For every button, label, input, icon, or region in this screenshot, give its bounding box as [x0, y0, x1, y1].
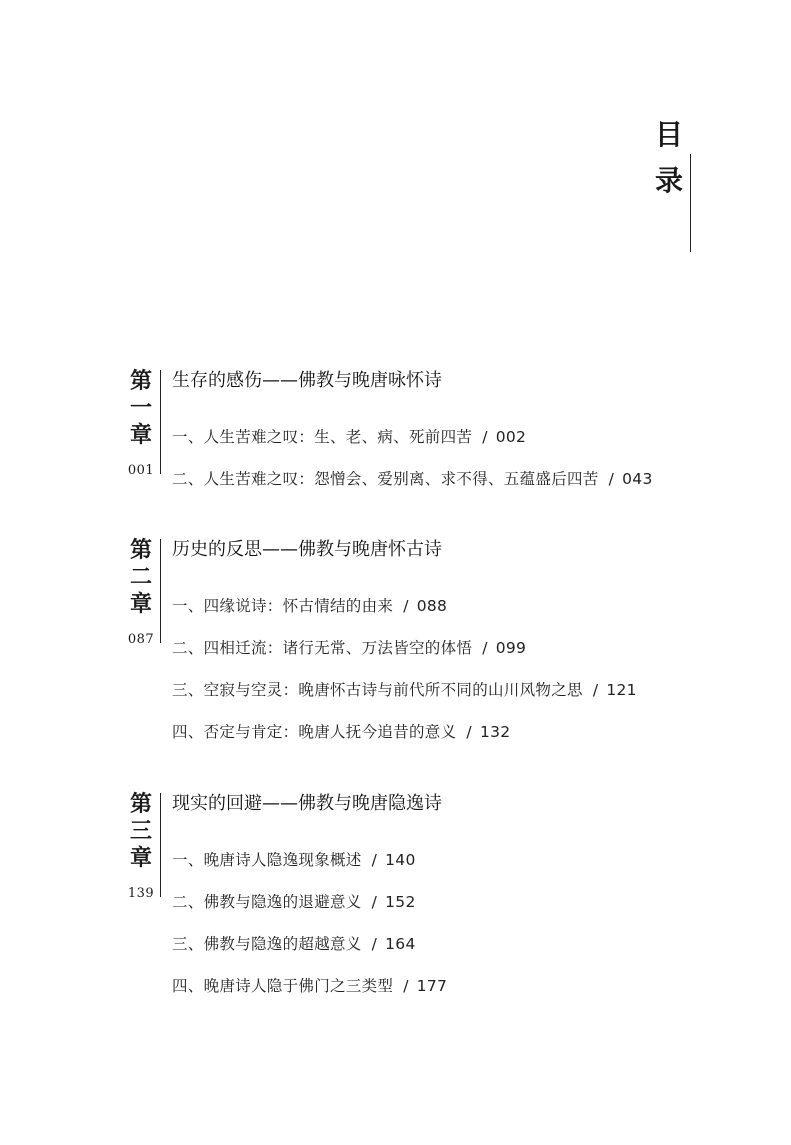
toc-entry[interactable]	[172, 923, 447, 965]
entry-page-number: 132	[479, 723, 511, 741]
chapter-label	[126, 791, 156, 901]
chapter-entries	[172, 585, 637, 753]
chapter-divider	[160, 370, 161, 474]
entry-separator: /	[371, 935, 378, 953]
entry-page-number: 152	[385, 893, 416, 911]
toc-entry[interactable]	[172, 458, 653, 500]
chapter-page-number: 001	[127, 463, 155, 478]
entry-separator: /	[482, 639, 488, 657]
entry-text: 一、四缘说诗：怀古情结的由来	[172, 597, 394, 615]
chapter-label	[126, 368, 156, 478]
toc-entry[interactable]	[172, 585, 637, 627]
chapter-title[interactable]: 生存的感伤——佛教与晚唐咏怀诗	[172, 370, 442, 391]
entry-separator: /	[482, 428, 488, 446]
toc-entry[interactable]	[172, 965, 447, 1007]
entry-separator: /	[592, 681, 599, 699]
entry-text: 四、否定与肯定：晚唐人抚今追昔的意义	[172, 723, 457, 741]
entry-separator: /	[371, 851, 378, 869]
entry-page-number: 121	[606, 681, 637, 699]
chapter-label-char: 三	[129, 818, 152, 844]
toc-entry[interactable]	[172, 839, 447, 881]
entry-separator: /	[403, 977, 409, 995]
entry-page-number: 088	[416, 597, 448, 615]
chapter-label-char: 章	[129, 422, 152, 448]
entry-text: 三、佛教与隐逸的超越意义	[172, 935, 362, 953]
chapter-label-char: 第	[129, 368, 152, 394]
entry-text: 四、晚唐诗人隐于佛门之三类型	[172, 977, 394, 995]
toc-heading-char: 录	[654, 164, 683, 197]
chapter-divider	[160, 793, 161, 897]
toc-heading	[652, 112, 692, 204]
entry-page-number: 177	[416, 977, 448, 995]
chapter-entries	[172, 416, 653, 500]
chapter-page-number: 139	[127, 886, 155, 901]
entry-text: 一、晚唐诗人隐逸现象概述	[172, 851, 362, 869]
chapter-label-char: 第	[129, 791, 152, 817]
entry-text: 一、人生苦难之叹：生、老、病、死前四苦	[172, 428, 473, 446]
entry-separator: /	[403, 597, 409, 615]
entry-page-number: 140	[385, 851, 416, 869]
toc-entry[interactable]	[172, 881, 447, 923]
chapter-label-char: 二	[129, 564, 152, 590]
entry-text: 三、空寂与空灵：晚唐怀古诗与前代所不同的山川风物之思	[172, 681, 583, 699]
chapter-label-char: 一	[129, 395, 152, 421]
chapter-page-number: 087	[127, 632, 155, 647]
entry-text: 二、四相迁流：诸行无常、万法皆空的体悟	[172, 639, 473, 657]
chapter-label-char: 章	[129, 591, 152, 617]
toc-entry[interactable]	[172, 416, 653, 458]
chapter-label-char: 第	[129, 537, 152, 563]
entry-separator: /	[371, 893, 378, 911]
entry-separator: /	[608, 470, 615, 488]
entry-text: 二、佛教与隐逸的退避意义	[172, 893, 362, 911]
entry-page-number: 164	[385, 935, 416, 953]
toc-entry[interactable]	[172, 627, 637, 669]
entry-page-number: 043	[622, 470, 653, 488]
chapter-label	[126, 537, 156, 647]
chapter-divider	[160, 539, 161, 643]
toc-entry[interactable]	[172, 711, 637, 753]
toc-heading-divider	[690, 154, 691, 252]
entry-separator: /	[466, 723, 472, 741]
entry-page-number: 002	[495, 428, 527, 446]
toc-entry[interactable]	[172, 669, 637, 711]
chapter-entries	[172, 839, 447, 1007]
chapter-label-char: 章	[129, 845, 152, 871]
chapter-title[interactable]: 历史的反思——佛教与晚唐怀古诗	[172, 539, 442, 560]
entry-text: 二、人生苦难之叹：怨憎会、爱别离、求不得、五蕴盛后四苦	[172, 470, 599, 488]
chapter-title[interactable]: 现实的回避——佛教与晚唐隐逸诗	[172, 793, 442, 814]
toc-heading-char: 目	[654, 118, 683, 151]
entry-page-number: 099	[495, 639, 527, 657]
